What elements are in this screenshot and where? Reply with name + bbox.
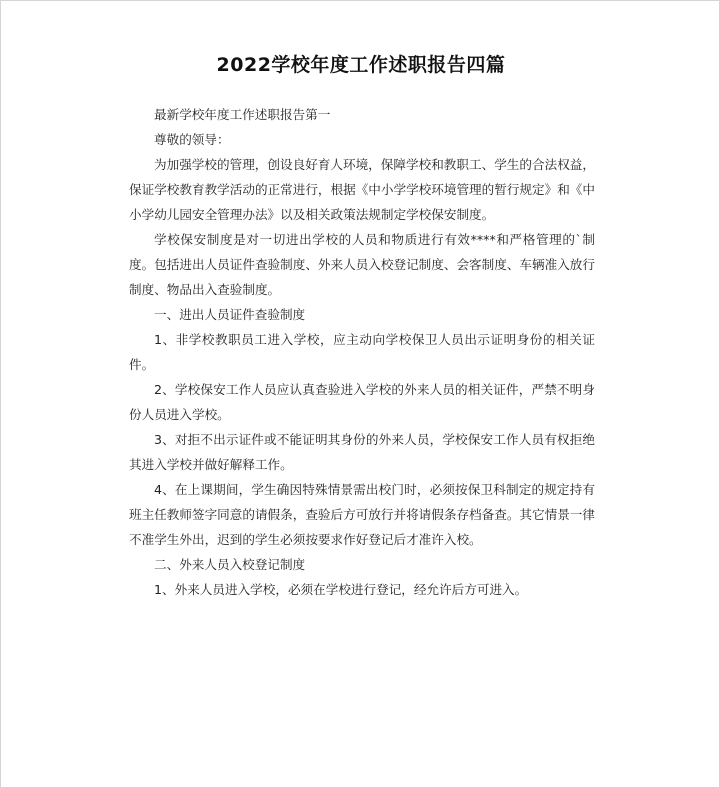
section-heading: 二、外来人员入校登记制度 <box>154 557 306 572</box>
body-paragraph: 学校保安制度是对一切进出学校的人员和物质进行有效****和严格管理的`制度。包括进出人员证件查验制度、外来人员入校登记制度、会客制度、车辆准入放行制度、物品出入查验制度。 <box>129 232 595 297</box>
report-heading: 最新学校年度工作述职报告第一 <box>154 107 331 122</box>
list-item: 4、在上课期间，学生确因特殊情景需出校门时，必须按保卫科制定的规定持有班主任教师签字同意的请假条，查验后方可放行并将请假条存档备查。其它情景一律不准学生外出，迟到的学生必须按要求作好登记后才准许入校。 <box>129 482 595 547</box>
list-item: 3、对拒不出示证件或不能证明其身份的外来人员，学校保安工作人员有权拒绝其进入学校并做好解释工作。 <box>129 432 595 472</box>
salutation: 尊敬的领导： <box>154 132 230 147</box>
list-item: 1、非学校教职员工进入学校，应主动向学校保卫人员出示证明身份的相关证件。 <box>129 332 595 372</box>
section-heading: 一、进出人员证件查验制度 <box>154 307 306 322</box>
document-title: 2022学校年度工作述职报告四篇 <box>216 54 506 76</box>
body-paragraph: 为加强学校的管理，创设良好育人环境，保障学校和教职工、学生的合法权益，保证学校教育教学活动的正常进行，根据《中小学学校环境管理的暂行规定》和《中小学幼儿园安全管理办法》以及相关政策法规制定学校保安制度。 <box>129 157 595 222</box>
list-item: 1、外来人员进入学校，必须在学校进行登记，经允许后方可进入。 <box>154 582 528 597</box>
list-item: 2、学校保安工作人员应认真查验进入学校的外来人员的相关证件，严禁不明身份人员进入学校。 <box>129 382 595 422</box>
document-body <box>129 102 595 602</box>
